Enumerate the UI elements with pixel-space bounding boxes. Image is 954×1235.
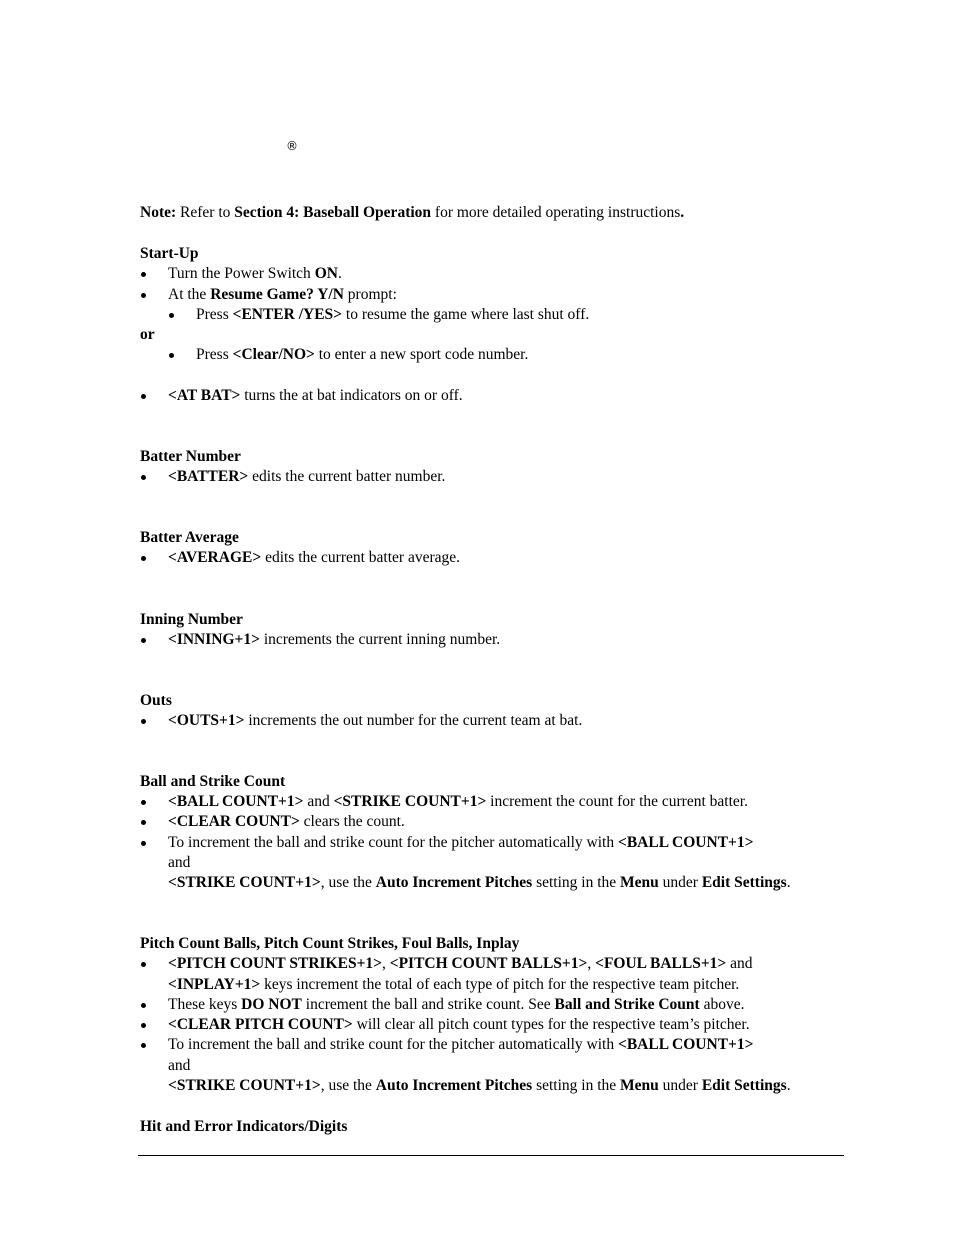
note-paragraph: Note: Refer to Section 4: Baseball Operation for more detailed operating instructions. <box>140 204 685 221</box>
list-item: <CLEAR COUNT> clears the count. <box>168 813 405 830</box>
hit-error-heading: Hit and Error Indicators/Digits <box>140 1118 348 1135</box>
list-item: At the Resume Game? Y/N prompt: <box>168 286 397 303</box>
batter-number-heading: Batter Number <box>140 448 241 465</box>
list-item: <OUTS+1> increments the out number for the current team at bat. <box>168 712 583 729</box>
batter-average-heading: Batter Average <box>140 529 239 546</box>
ball-strike-heading: Ball and Strike Count <box>140 773 286 790</box>
startup-heading: Start-Up <box>140 245 199 262</box>
list-item: <PITCH COUNT STRIKES+1>, <PITCH COUNT BALLS+1>, <FOUL BALLS+1> and <box>168 955 753 972</box>
list-item-continuation: <STRIKE COUNT+1>, use the Auto Increment Pitches setting in the Menu under Edit Settings. <box>168 1077 791 1094</box>
list-item: These keys DO NOT increment the ball and strike count. See Ball and Strike Count above. <box>168 996 745 1013</box>
pitch-count-heading: Pitch Count Balls, Pitch Count Strikes, Foul Balls, Inplay <box>140 935 520 952</box>
registered-mark: ® <box>286 139 298 153</box>
list-item: To increment the ball and strike count for the pitcher automatically with <BALL COUNT+1> <box>168 834 754 851</box>
list-item: <BALL COUNT+1> and <STRIKE COUNT+1> increment the count for the current batter. <box>168 793 748 810</box>
list-item: <BATTER> edits the current batter number. <box>168 468 446 485</box>
list-item-continuation: <STRIKE COUNT+1>, use the Auto Increment Pitches setting in the Menu under Edit Settings. <box>168 874 791 891</box>
footer-divider <box>138 1155 844 1156</box>
inning-heading: Inning Number <box>140 611 243 628</box>
list-item: <AT BAT> turns the at bat indicators on or off. <box>168 387 463 404</box>
list-item: Turn the Power Switch ON. <box>168 265 342 282</box>
list-item-continuation: and <box>168 1057 191 1074</box>
or-label: or <box>140 326 155 343</box>
list-item: Press <Clear/NO> to enter a new sport code number. <box>196 346 529 363</box>
list-item: <CLEAR PITCH COUNT> will clear all pitch count types for the respective team’s pitcher. <box>168 1016 750 1033</box>
list-item-continuation: and <box>168 854 191 871</box>
list-item-continuation: <INPLAY+1> keys increment the total of each type of pitch for the respective team pitcher. <box>168 976 740 993</box>
outs-heading: Outs <box>140 692 172 709</box>
list-item: To increment the ball and strike count for the pitcher automatically with <BALL COUNT+1> <box>168 1036 754 1053</box>
list-item: <AVERAGE> edits the current batter average. <box>168 549 461 566</box>
list-item: Press <ENTER /YES> to resume the game where last shut off. <box>196 306 590 323</box>
list-item: <INNING+1> increments the current inning number. <box>168 631 501 648</box>
